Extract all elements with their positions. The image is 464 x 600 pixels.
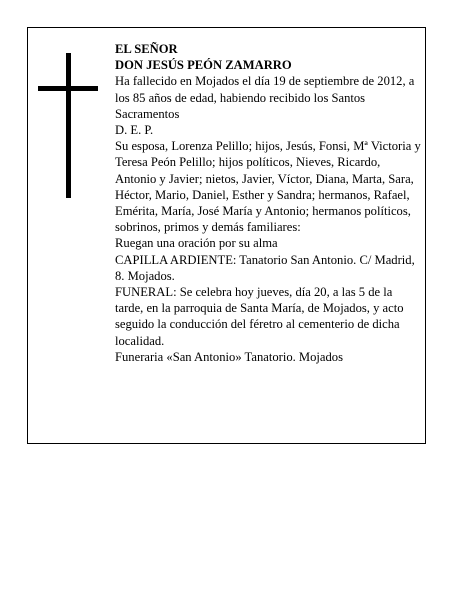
- cross-vertical-bar: [66, 53, 71, 198]
- title-line-1: EL SEÑOR: [115, 42, 178, 56]
- cross-icon: [38, 53, 98, 198]
- funeral-home: Funeraria «San Antonio» Tanatorio. Mojados: [115, 349, 343, 364]
- notice-text: [115, 41, 421, 365]
- cross-horizontal-bar: [38, 86, 98, 91]
- death-info: Ha fallecido en Mojados el día 19 de septiembre de 2012, a los 85 años de edad, habiendo recibido los Santos Sacramentos: [115, 74, 415, 121]
- obituary-notice: [27, 27, 426, 444]
- prayer-request: Ruegan una oración por su alma: [115, 236, 278, 251]
- deceased-name: DON JESÚS PEÓN ZAMARRO: [115, 58, 292, 73]
- family-list: Su esposa, Lorenza Pelillo; hijos, Jesús, Fonsi, Mª Victoria y Teresa Peón Pelillo; hijos políticos, Nieves, Ricardo, Antonio y Javier; nietos, Javier, Víctor, Diana, Marta, Sara, Héctor, Mario, Daniel, Esther y Sandra; hermanos, Rafael, Emérita, María, José María y Antonio; hermanos políticos, sobrinos, primos y demás familiares:: [115, 139, 421, 235]
- rip-text: D. E. P.: [115, 123, 154, 138]
- chapel-info: CAPILLA ARDIENTE: Tanatorio San Antonio. C/ Madrid, 8. Mojados.: [115, 252, 415, 283]
- funeral-info: FUNERAL: Se celebra hoy jueves, día 20, a las 5 de la tarde, en la parroquia de Santa María, de Mojados, y acto seguido la conducción del féretro al cementerio de dicha localidad.: [115, 285, 404, 348]
